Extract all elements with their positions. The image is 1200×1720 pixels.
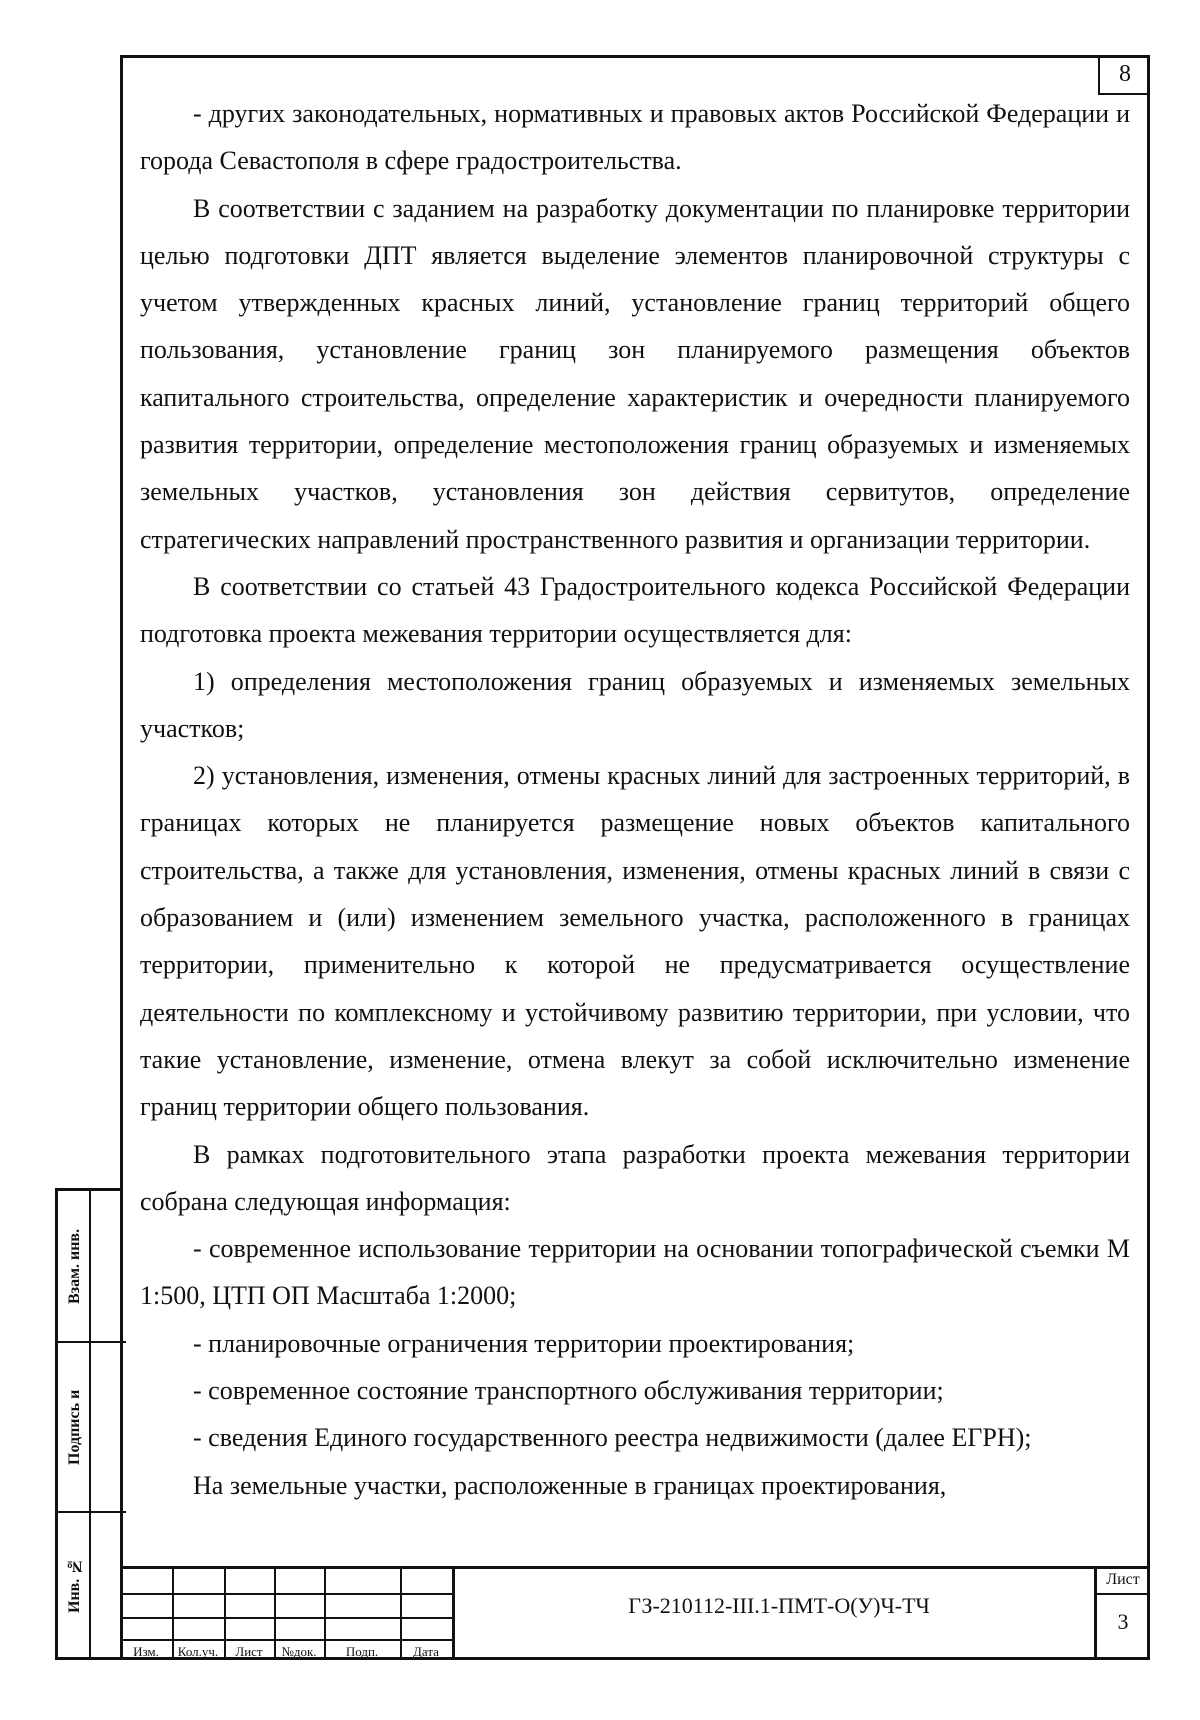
top-page-number: 8 — [1098, 55, 1150, 95]
sheet-label: Лист — [1106, 1571, 1140, 1588]
paragraph: На земельные участки, расположенные в границах проектирования, — [193, 1470, 947, 1500]
tb-line — [1094, 1593, 1150, 1595]
title-block — [120, 1566, 1150, 1660]
signature-label: Подпись и — [66, 1389, 83, 1465]
inv-number-label: Инв. № — [66, 1557, 83, 1614]
paragraph: - современное состояние транспортного обслуживания территории; — [193, 1376, 944, 1406]
paragraph: - современное использование территории на основании топографической съемки М 1:500, ЦТП ОП Масштаба 1:2000; — [140, 1234, 1130, 1311]
margin-stamp-strip — [55, 1188, 123, 1660]
replace-inv-label: Взам. инв. — [66, 1228, 83, 1304]
header-kolvo: Кол.уч. — [177, 1644, 219, 1659]
paragraph: В соответствии со статьей 43 Градостроительного кодекса Российской Федерации подготовка проекта межевания территории осуществляется для: — [140, 571, 1130, 649]
strip-divider — [89, 1191, 91, 1657]
tb-line — [120, 1593, 452, 1595]
header-data: Дата — [413, 1644, 439, 1659]
paragraph: 1) определения местоположения границ образуемых и изменяемых земельных участков; — [140, 666, 1130, 743]
paragraph: В соответствии с заданием на разработку документации по планировке территории целью подготовки ДПТ является выделение элементов планировочной структуры с учетом утвержденных красных линий, установление границ территорий общего пользования, установление границ зон планируемого размещения объектов капитального строительства, определение характеристик и очередности планируемого развития территории, определение местоположения границ образуемых и изменяемых земельных участков, установления зон действия сервитутов, определение стратегических направлений пространственного развития и организации территории. — [140, 193, 1130, 554]
paragraph: 2) установления, изменения, отмены красных линий для застроенных территорий, в границах которых не планируется размещение новых объектов капитального строительства, а также для установления, изменения, отмены красных линий в связи с образованием и (или) изменением земельного участка, расположенного в границах территории, применительно к которой не предусматривается осуществление деятельности по комплексному и устойчивому развитию территории, при условии, что такие установление, изменение, отмена влекут за собой исключительно изменение границ территории общего пользования. — [140, 761, 1130, 1122]
paragraph: - других законодательных, нормативных и правовых актов Российской Федерации и города Севастополя в сфере градостроительства. — [140, 99, 1130, 176]
header-podp: Подп. — [345, 1644, 379, 1659]
paragraph: В рамках подготовительного этапа разработки проекта межевания территории собрана следующая информация: — [140, 1139, 1130, 1216]
header-izm: Изм. — [133, 1644, 159, 1659]
tb-line — [120, 1617, 452, 1619]
header-list: Лист — [235, 1644, 263, 1659]
sheet-number: 3 — [1117, 1609, 1129, 1634]
document-body — [140, 90, 1130, 1509]
tb-line — [452, 1569, 455, 1660]
document-code: ГЗ-210112-III.1-ПМТ-О(У)Ч-ТЧ — [628, 1593, 930, 1618]
header-ndok: №док. — [281, 1644, 317, 1659]
paragraph: - планировочные ограничения территории проектирования; — [193, 1328, 855, 1358]
paragraph: - сведения Единого государственного реестра недвижимости (далее ЕГРН); — [193, 1423, 1032, 1453]
